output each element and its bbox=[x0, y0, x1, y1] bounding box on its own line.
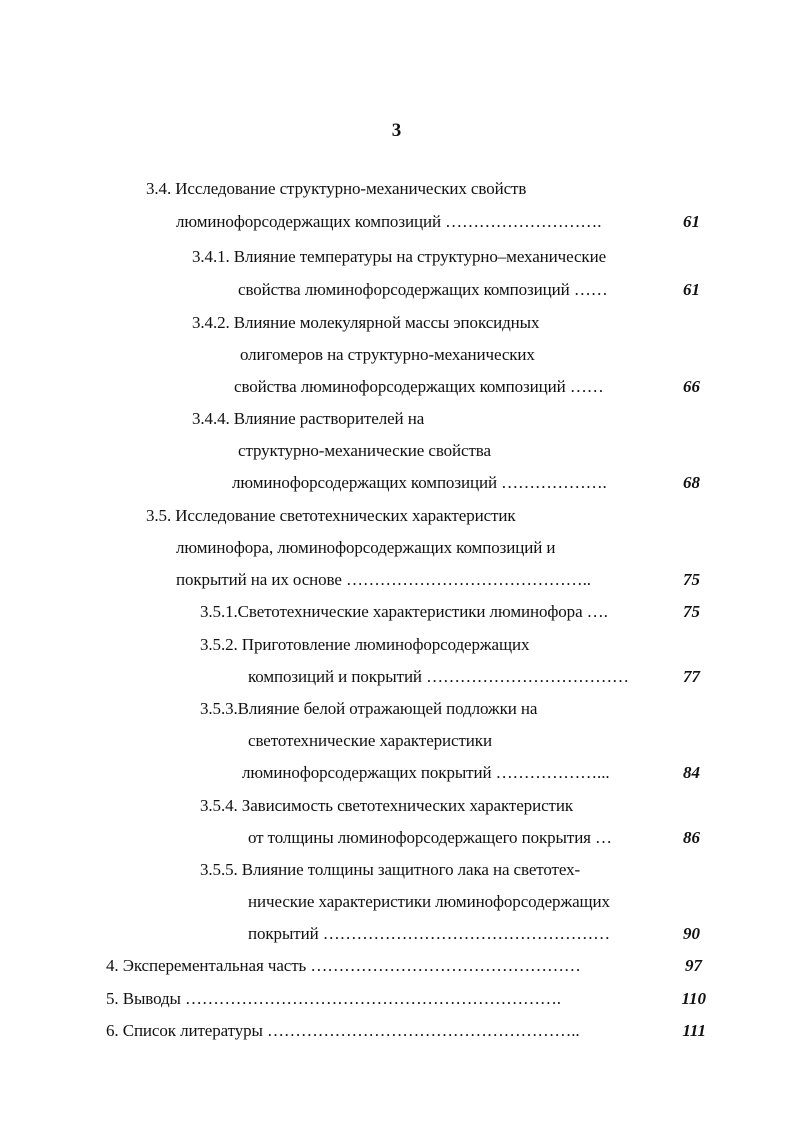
toc-entry-3-5-5-title: 3.5.5. Влияние толщины защитного лака на светотех- bbox=[200, 860, 581, 879]
toc-entry-3-5-1-page: 75 bbox=[683, 602, 700, 621]
toc-entry-3-5-2-title: 3.5.2. Приготовление люминофорсодержащих bbox=[200, 635, 530, 654]
toc-entry-3-5-4-title: 3.5.4. Зависимость светотехнических характеристик bbox=[200, 796, 574, 815]
toc-entry-5-page: 110 bbox=[681, 989, 706, 1008]
toc-entry-3-5-1-title: 3.5.1.Светотехнические характеристики люминофора …. bbox=[200, 602, 608, 621]
toc-entry-3-5-3-title-cont2: люминофорсодержащих покрытий ………………... bbox=[242, 763, 610, 782]
toc-entry-3-4-2-title-cont2: свойства люминофорсодержащих композиций …… bbox=[234, 377, 604, 396]
toc-entry-6-page: 111 bbox=[682, 1021, 706, 1040]
toc-entry-3-4-4-title-cont: структурно-механические свойства bbox=[238, 441, 491, 460]
toc-entry-3-5-page: 75 bbox=[683, 570, 700, 589]
toc-entry-3-4-page: 61 bbox=[683, 212, 700, 231]
toc-entry-3-5-2-title-cont: композиций и покрытий ……………………………… bbox=[248, 667, 629, 686]
toc-entry-3-5-4-title-cont: от толщины люминофорсодержащего покрытия … bbox=[248, 828, 612, 847]
toc-entry-3-5-3-title: 3.5.3.Влияние белой отражающей подложки на bbox=[200, 699, 538, 718]
toc-entry-3-5-5-title-cont: нические характеристики люминофорсодержащих bbox=[248, 892, 610, 911]
toc-entry-6-title: 6. Список литературы ……………………………………………….. bbox=[106, 1021, 580, 1040]
toc-entry-5-title: 5. Выводы …………………………………………………………. bbox=[106, 989, 561, 1008]
toc-entry-3-4-1-title: 3.4.1. Влияние температуры на структурно–механические bbox=[192, 247, 607, 266]
toc-entry-3-4-4-title-cont2: люминофорсодержащих композиций ………………. bbox=[232, 473, 607, 492]
toc-entry-3-4-2-title-cont: олигомеров на структурно-механических bbox=[240, 345, 535, 364]
toc-entry-3-5-2-page: 77 bbox=[683, 667, 700, 686]
toc-entry-3-5-title-cont: люминофора, люминофорсодержащих композиций и bbox=[176, 538, 556, 557]
toc-entry-3-4-4-title: 3.4.4. Влияние растворителей на bbox=[192, 409, 425, 428]
toc-entry-3-5-4-page: 86 bbox=[683, 828, 700, 847]
toc-entry-3-5-title-cont2: покрытий на их основе …………………………………….. bbox=[176, 570, 591, 589]
toc-entry-3-4-1-title-cont: свойства люминофорсодержащих композиций …… bbox=[238, 280, 608, 299]
toc-entry-3-4-2-title: 3.4.2. Влияние молекулярной массы эпоксидных bbox=[192, 313, 540, 332]
toc-entry-3-4-title-cont: люминофорсодержащих композиций ………………………. bbox=[176, 212, 602, 231]
toc-entry-3-5-3-page: 84 bbox=[683, 763, 700, 782]
toc-entry-3-5-5-page: 90 bbox=[683, 924, 700, 943]
toc-entry-3-4-1-page: 61 bbox=[683, 280, 700, 299]
toc-entry-4-page: 97 bbox=[685, 956, 702, 975]
page-number: 3 bbox=[391, 120, 402, 141]
toc-entry-3-4-2-page: 66 bbox=[683, 377, 700, 396]
toc-entry-4-title: 4. Эксперементальная часть ………………………………………… bbox=[106, 956, 581, 975]
toc-entry-3-5-3-title-cont: светотехнические характеристики bbox=[248, 731, 492, 750]
toc-entry-3-5-5-title-cont2: покрытий …………………………………………… bbox=[248, 924, 611, 943]
toc-entry-3-4-4-page: 68 bbox=[683, 473, 700, 492]
toc-entry-3-5-title: 3.5. Исследование светотехнических характеристик bbox=[146, 506, 516, 525]
toc-entry-3-4-title: 3.4. Исследование структурно-механических свойств bbox=[146, 179, 527, 198]
